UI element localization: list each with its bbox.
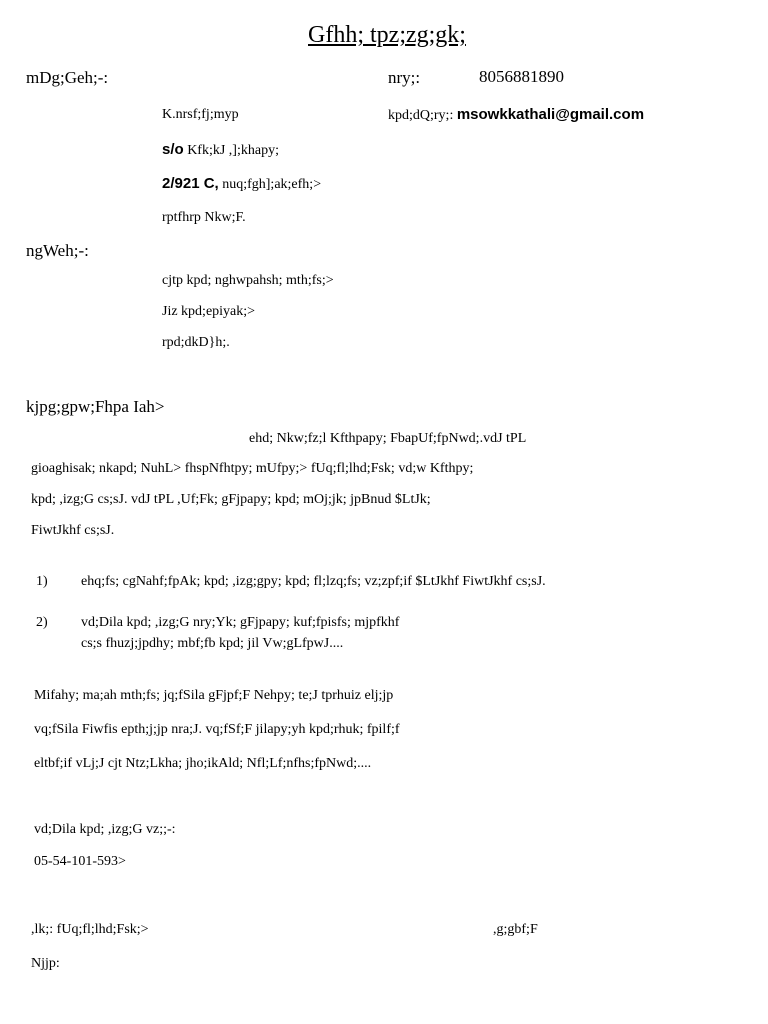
body-line: kpd; ,izg;G cs;sJ. vdJ tPL ,Uf;Fk; gFjpapy; kpd; mOj;jk; jpBnud $LtJk;: [31, 492, 431, 507]
relation-prefix: s/o: [162, 141, 184, 158]
point-number: 2): [36, 615, 48, 630]
body-line: FiwtJkhf cs;sJ.: [31, 523, 115, 538]
signature-label: ,g;gbf;F: [493, 922, 538, 937]
point-number: 1): [36, 574, 48, 589]
applicant-name: K.nrsf;fj;myp: [162, 107, 239, 122]
closing-line: Mifahy; ma;ah mth;fs; jq;fSila gFjpf;F Nehpy; te;J tprhuiz elj;jp: [34, 688, 394, 703]
recipient-line-2: Jiz kpd;epiyak;>: [162, 304, 256, 319]
phone-label: nry;:: [388, 68, 421, 87]
connection-label: vd;Dila kpd; ,izg;G vz;;-:: [34, 822, 176, 837]
salutation: kjpg;gpw;Fhpa Iah>: [26, 397, 165, 416]
closing-line: vq;fSila Fiwfis epth;j;jp nra;J. vq;fSf;F jilapy;yh kpd;rhuk; fpilf;f: [34, 722, 400, 737]
body-line: gioaghisak; nkapd; NuhL> fhspNfhtpy; mUfpy;> fUq;fl;lhd;Fsk; vd;w Kfthpy;: [31, 461, 474, 476]
applicant-address-street: [162, 175, 321, 194]
body-line: ehd; Nkw;fz;l Kfthpapy; FbapUf;fpNwd;.vdJ tPL: [249, 431, 527, 446]
closing-line: eltbf;if vLj;J cjt Ntz;Lkha; jho;ikAld; Nfl;Lf;nfhs;fpNwd;....: [34, 756, 372, 771]
email-address: msowkkathali@gmail.com: [456, 106, 645, 123]
street-name: nuq;fgh];ak;efh;>: [222, 177, 322, 192]
connection-number: 05-54-101-593>: [34, 854, 126, 869]
point-text: cs;s fhuzj;jpdhy; mbf;fb kpd; jil Vw;gLfpwJ....: [81, 636, 344, 651]
door-number: 2/921 C,: [162, 175, 219, 192]
document-title: Gfhh; tpz;zg;gk;: [308, 22, 466, 48]
relation-text: Kfk;kJ ,];khapy;: [187, 143, 279, 158]
point-text: ehq;fs; cgNahf;fpAk; kpd; ,izg;gpy; kpd; fl;lzq;fs; vz;zpf;if $LtJkhf FiwtJkhf cs;sJ.: [81, 574, 546, 589]
point-text: vd;Dila kpd; ,izg;G nry;Yk; gFjpapy; kuf;fpisfs; mjpfkhf: [81, 615, 400, 630]
applicant-relation: [162, 141, 279, 160]
place-line: ,lk;: fUq;fl;lhd;Fsk;>: [31, 922, 149, 937]
date-line: Njjp:: [31, 956, 60, 971]
email-line: [388, 106, 644, 125]
email-label: kpd;dQ;ry;:: [388, 108, 454, 123]
recipient-line-1: cjtp kpd; nghwpahsh; mth;fs;>: [162, 273, 334, 288]
recipient-line-3: rpd;dkD}h;.: [162, 335, 230, 350]
to-label: ngWeh;-:: [26, 241, 89, 260]
from-label: mDg;Geh;-:: [26, 68, 109, 87]
applicant-town: rptfhrp Nkw;F.: [162, 210, 246, 225]
phone-number: 8056881890: [479, 67, 564, 86]
